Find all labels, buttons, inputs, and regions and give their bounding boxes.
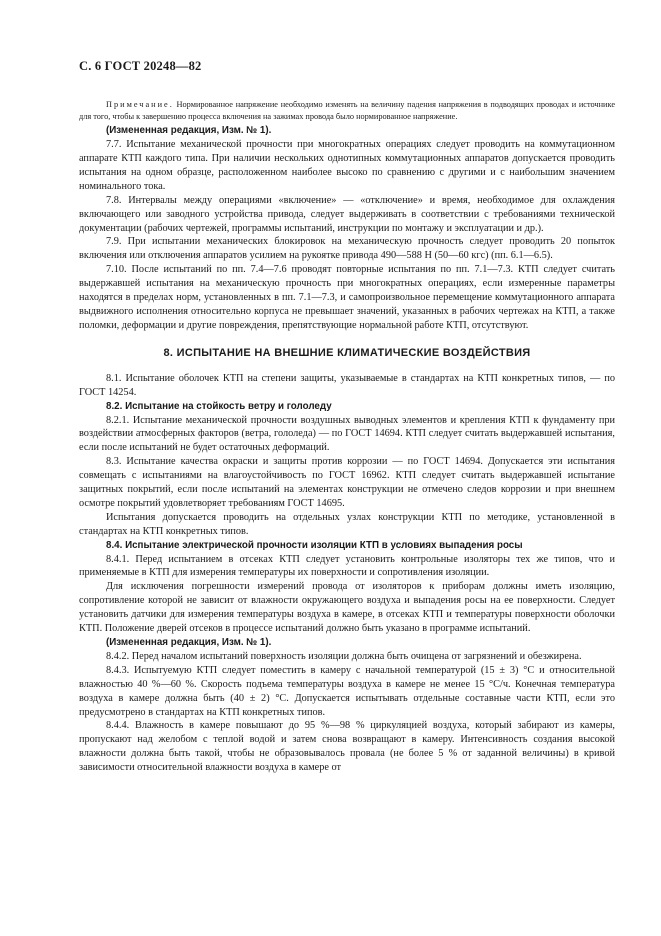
paragraph: Для исключения погрешности измерений провода от изоляторов к приборам должны иметь изоляцию, сопротивление которой не зависит от влажности окружающего воздуха и выпадения росы на ее поверхности. Следует установить датчики для измерения температуры воздуха в камере, в отсеках КТП и температуры поверхности оболочки КТП. Положение дверей отсеков в процессе испытаний должно быть указано в программе испытаний. — [79, 581, 615, 635]
subheading: 8.4. Испытание электрической прочности изоляции КТП в условиях выпадения росы — [106, 539, 523, 551]
subheading: (Измененная редакция, Изм. № 1). — [106, 125, 272, 137]
section-title: 8. ИСПЫТАНИЕ НА ВНЕШНИЕ КЛИМАТИЧЕСКИЕ ВОЗДЕЙСТВИЯ — [163, 346, 531, 359]
paragraph: 7.8. Интервалы между операциями «включение» — «отключение» и время, необходимое для охлаждения включающего или заводного устройства привода, следует выдерживать в соответствии с требованиями технической документации (рабочих чертежей, программы испытаний, инструкции по монтажу и эксплуатации и др.). — [79, 194, 615, 234]
note-text: Нормированное напряжение необходимо изменять на величину падения напряжения в подводящих проводах и источнике для того, чтобы к завершению процесса включения на зажимах провода было нормированное напряжение. — [79, 100, 615, 121]
paragraph: 8.4.1. Перед испытанием в отсеках КТП следует установить контрольные изоляторы тех же типов, что и применяемые в КТП для измерения температуры их поверхности и сопротивления изоляции. — [79, 553, 615, 579]
paragraph: Испытания допускается проводить на отдельных узлах конструкции КТП по методике, установленной в стандартах на КТП конкретных типов. — [79, 511, 615, 537]
paragraph: 8.3. Испытание качества окраски и защиты против коррозии — по ГОСТ 14694. Допускается эти испытания совмещать с испытаниями на влагоустойчивость по ГОСТ 16962. КТП следует считать выдержавшей испытание защитных покрытий, если после испытаний на элементах конструкции не отмечено следов коррозии и при внешнем осмотре покрытий удовлетворяет требованиям ГОСТ 14695. — [79, 456, 615, 509]
note-lead: Примечание. — [106, 100, 174, 109]
document-page — [79, 59, 615, 775]
section-7-body — [79, 124, 615, 333]
paragraph: 8.4.2. Перед началом испытаний поверхность изоляции должна быть очищена от загрязнений и обезжирена. — [106, 650, 582, 662]
paragraph: 7.10. После испытаний по пп. 7.4—7.6 проводят повторные испытания по пп. 7.1—7.3. КТП следует считать выдержавшей испытания на механическую прочность при многократных операциях, если измеренные параметры находятся в пределах норм, установленных в пп. 7.1—7.3, и самопроизвольное перемещение коммутационного аппарата выдвижного исполнения относительно корпуса не превышает значений, указанных в рабочих чертежах на КТП, а также поломки, деформации и другие повреждения, препятствующие нормальной работе КТП, отсутствуют. — [79, 264, 615, 331]
subheading: 8.2. Испытание на стойкость ветру и гололеду — [106, 400, 332, 412]
paragraph: 7.7. Испытание механической прочности при многократных операциях следует проводить на коммутационном аппарате КТП каждого типа. При наличии нескольких однотипных коммутационных аппаратов допускается проводить испытания на одном образце, расположенном наиболее высоко по сравнению с другими и с наибольшим значением номинального тока. — [79, 139, 615, 192]
paragraph: 8.4.4. Влажность в камере повышают до 95 %—98 % циркуляцией воздуха, который забирают из камеры, пропускают над желобом с теплой водой и затем снова возвращают в камеру. Интенсивность создания высокой влажности должна быть такой, чтобы не образовывалось провала (не более 5 % от заданной величины) в кривой зависимости относительной влажности воздуха в камере от — [79, 720, 615, 774]
paragraph: 8.2.1. Испытание механической прочности воздушных выводных элементов и крепления КТП к фундаменту при воздействии атмосферных факторов (ветра, гололеда) — по ГОСТ 14694. КТП следует считать выдержавшей испытания, если после испытаний не будет остаточных деформаций. — [79, 414, 615, 454]
paragraph: 8.1. Испытание оболочек КТП на степени защиты, указываемые в стандартах на КТП конкретных типов, — по ГОСТ 14254. — [79, 372, 615, 398]
subheading: (Измененная редакция, Изм. № 1). — [106, 637, 272, 648]
note — [79, 99, 615, 122]
page-header: С. 6 ГОСТ 20248—82 — [79, 59, 202, 73]
paragraph: 8.4.3. Испытуемую КТП следует поместить в камеру с начальной температурой (15 ± 3) °С и относительной влажностью 40 %—60 %. Скорость подъема температуры воздуха в камере не менее 15 °С/ч. Конечная температура воздуха в камере должна быть (40 ± 2) °С. Допускается испытывать отдельные составные части КТП, если это предусмотрено в стандартах на КТП конкретных типов. — [79, 664, 615, 718]
section-8-body — [79, 372, 615, 775]
paragraph: 7.9. При испытании механических блокировок на механическую прочность следует проводить 20 попыток включения или отключения аппаратов усилием на рукоятке привода 490—588 Н (50—60 кгс) (пп. 6.1—6.5). — [79, 236, 615, 262]
